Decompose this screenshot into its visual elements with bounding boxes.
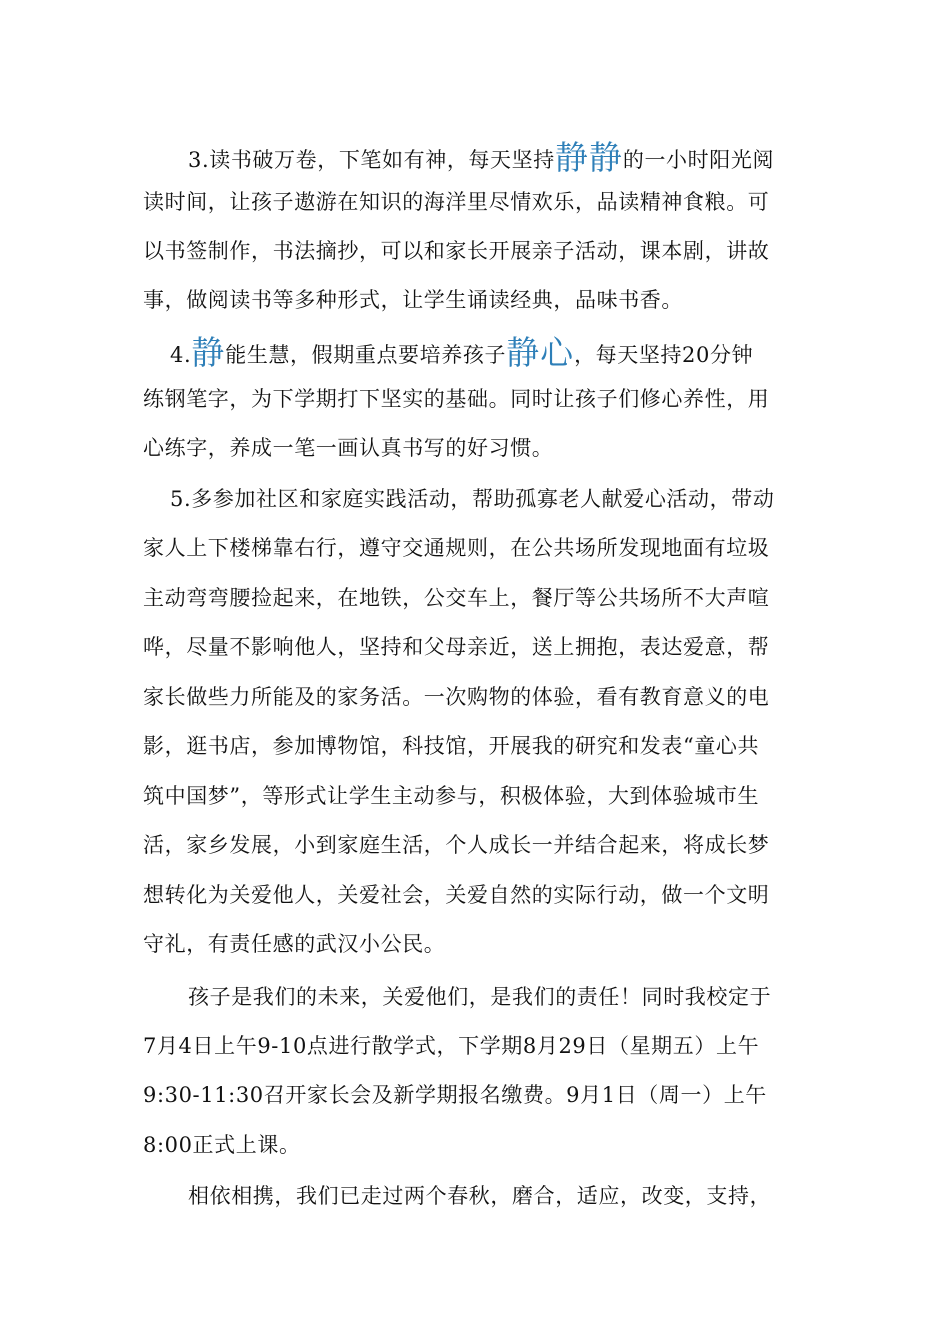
paragraph-calligraphy-line-1 xyxy=(170,331,830,375)
text-run: ，每天坚持20分钟 xyxy=(574,343,754,367)
paragraph-calligraphy-line-2: 练钢笔字，为下学期打下坚实的基础。同时让孩子们修心养性，用 xyxy=(143,387,770,411)
paragraph-practice-line-2: 家人上下楼梯靠右行，遵守交通规则，在公共场所发现地面有垃圾 xyxy=(143,536,770,560)
highlight-jingxin: 静心 xyxy=(506,333,575,372)
paragraph-closing-line-1: 相依相携，我们已走过两个春秋，磨合，适应，改变，支持， xyxy=(188,1184,772,1208)
paragraph-practice-line-6: 影，逛书店，参加博物馆，科技馆，开展我的研究和发表“童心共 xyxy=(143,734,760,758)
paragraph-practice-line-8: 活，家乡发展，小到家庭生活，个人成长一并结合起来，将成长梦 xyxy=(143,833,770,857)
text-run: 3.读书破万卷，下笔如有神，每天坚持 xyxy=(188,148,555,172)
paragraph-reading-line-4: 事，做阅读书等多种形式，让学生诵读经典，品味书香。 xyxy=(143,288,683,312)
paragraph-practice-line-7: 筑中国梦”，等形式让学生主动参与，积极体验，大到体验城市生 xyxy=(143,784,760,808)
paragraph-schedule-line-4: 8:00正式上课。 xyxy=(143,1133,301,1157)
paragraph-practice-line-10: 守礼，有责任感的武汉小公民。 xyxy=(143,932,446,956)
paragraph-practice-line-3: 主动弯弯腰捡起来，在地铁，公交车上，餐厅等公共场所不大声喧 xyxy=(143,586,770,610)
paragraph-practice-line-4: 哗，尽量不影响他人，坚持和父母亲近，送上拥抱，表达爱意，帮 xyxy=(143,635,770,659)
paragraph-schedule-line-2: 7月4日上午9-10点进行散学式，下学期8月29日（星期五）上午 xyxy=(143,1034,760,1058)
paragraph-reading-line-1 xyxy=(188,136,848,180)
paragraph-schedule-line-1: 孩子是我们的未来，关爱他们，是我们的责任！同时我校定于 xyxy=(188,985,772,1009)
text-run: 的一小时阳光阅 xyxy=(622,148,775,172)
highlight-jing: 静 xyxy=(191,333,226,372)
paragraph-calligraphy-line-3: 心练字，养成一笔一画认真书写的好习惯。 xyxy=(143,436,554,460)
paragraph-schedule-line-3: 9:30-11:30召开家长会及新学期报名缴费。9月1日（周一）上午 xyxy=(143,1083,767,1107)
paragraph-reading-line-2: 读时间，让孩子遨游在知识的海洋里尽情欢乐，品读精神食粮。可 xyxy=(143,190,770,214)
paragraph-practice-line-9: 想转化为关爱他人，关爱社会，关爱自然的实际行动，做一个文明 xyxy=(143,883,770,907)
paragraph-reading-line-3: 以书签制作，书法摘抄，可以和家长开展亲子活动，课本剧，讲故 xyxy=(143,239,770,263)
text-run: 4. xyxy=(170,343,192,367)
text-run: 能生慧，假期重点要培养孩子 xyxy=(225,343,507,367)
paragraph-practice-line-5: 家长做些力所能及的家务活。一次购物的体验，看有教育意义的电 xyxy=(143,685,770,709)
highlight-jingjing: 静静 xyxy=(554,138,623,177)
paragraph-practice-line-1: 5.多参加社区和家庭实践活动，帮助孤寡老人献爱心活动，带动 xyxy=(170,487,775,511)
